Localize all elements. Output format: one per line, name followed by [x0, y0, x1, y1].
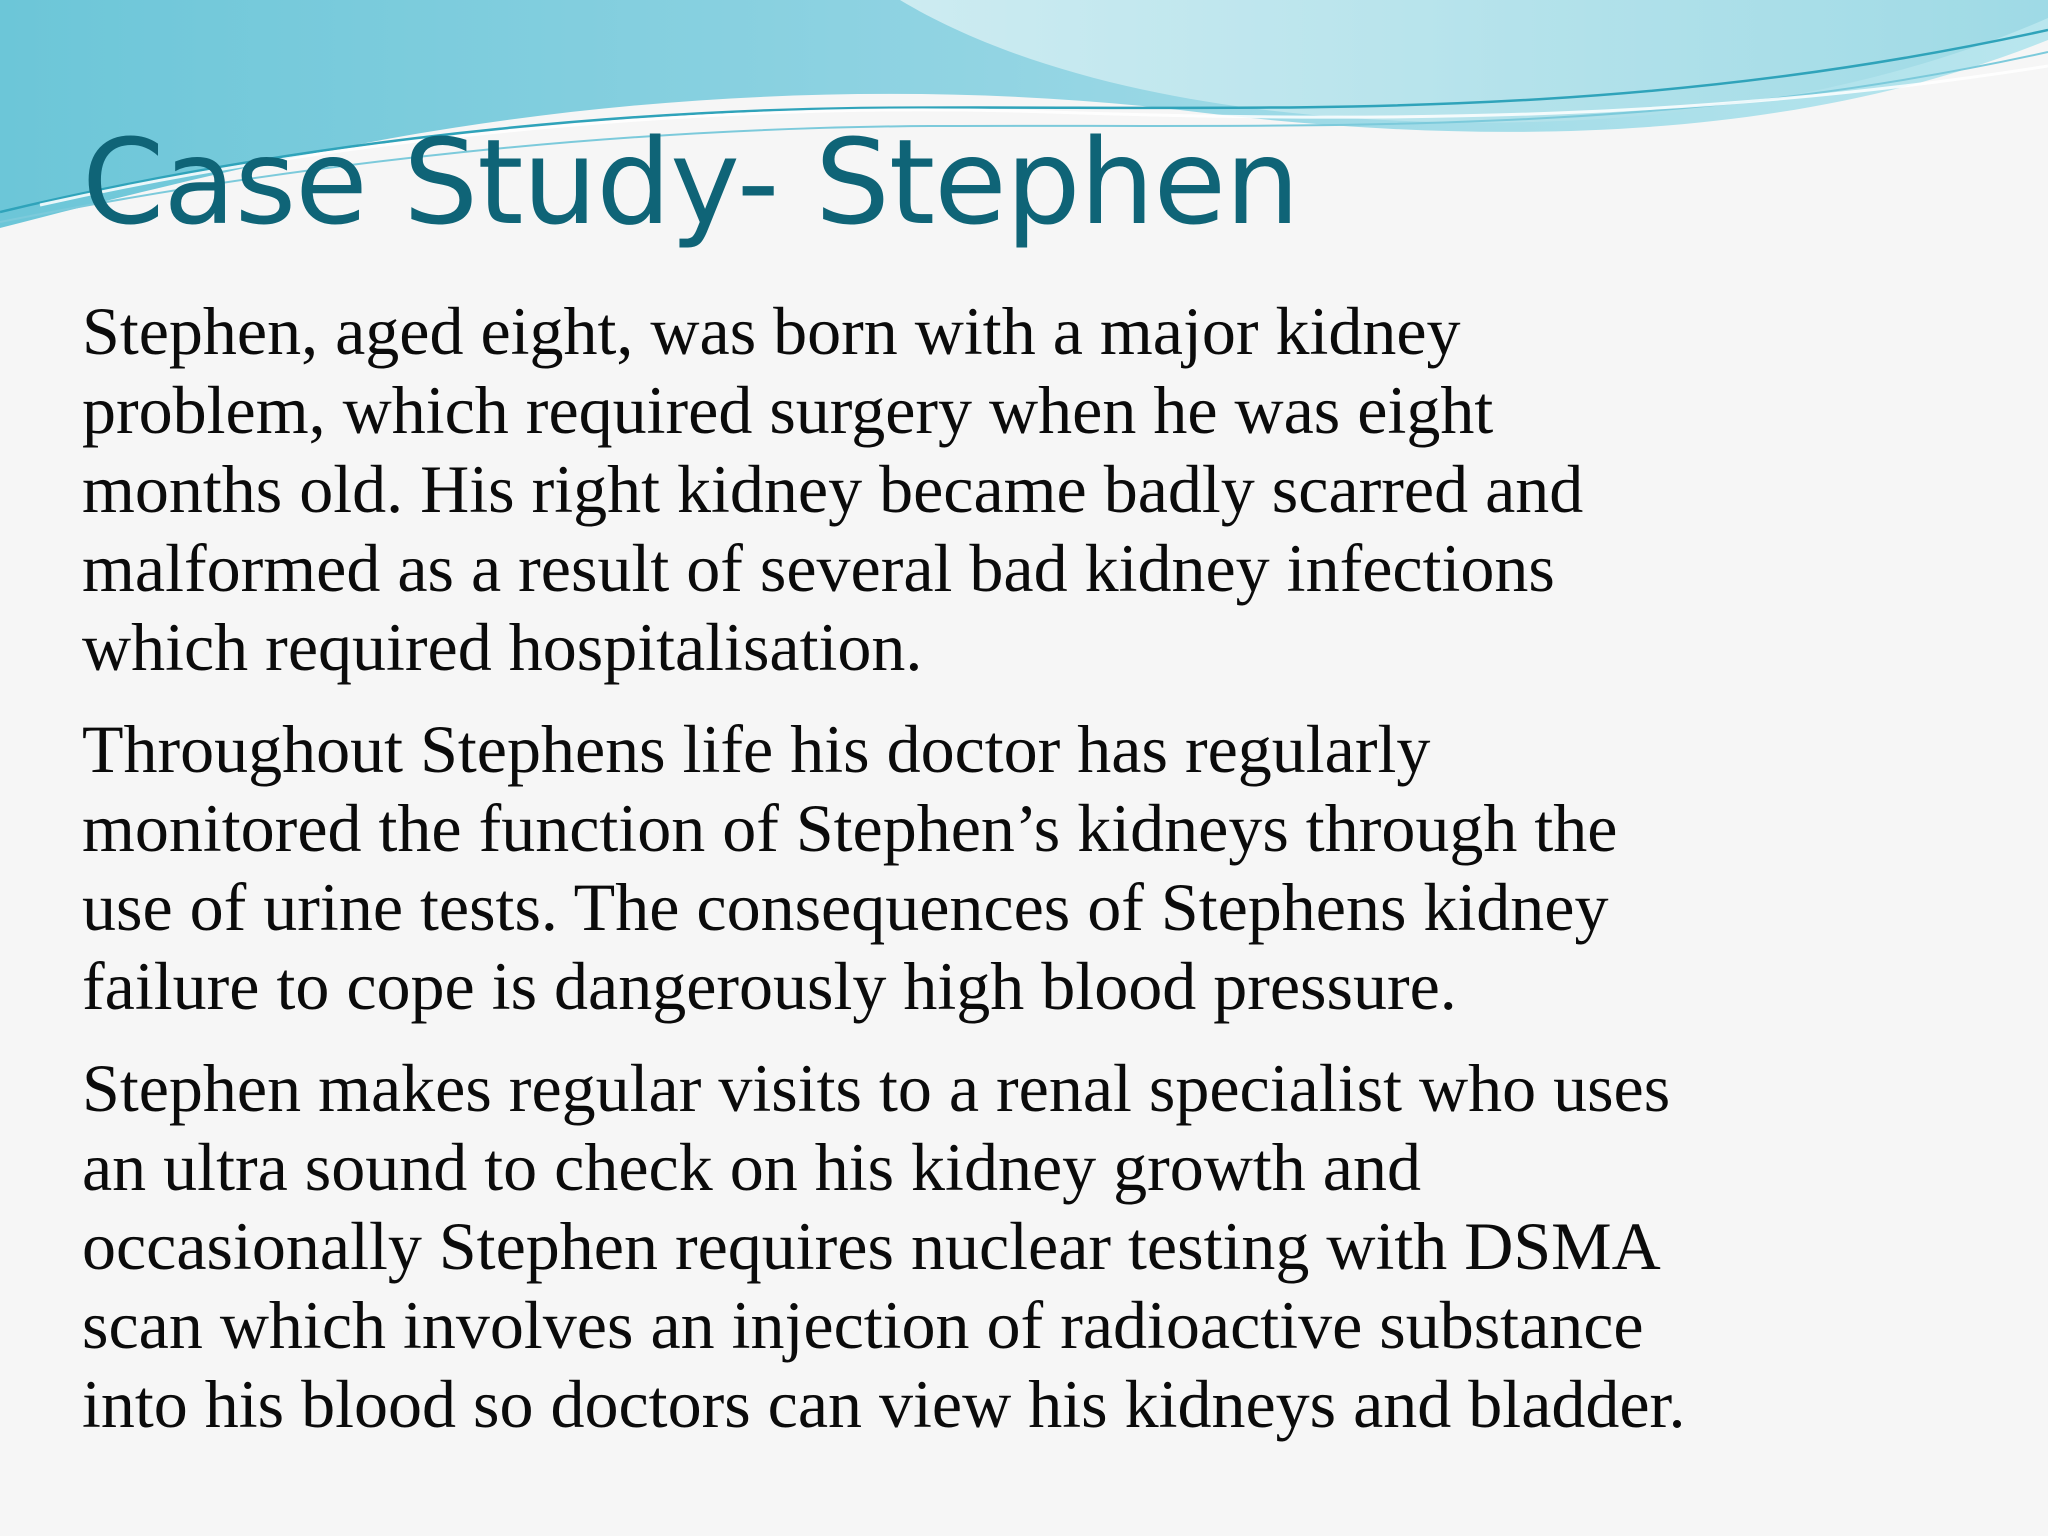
text-line: months old. His right kidney became badly scarred and: [82, 451, 1584, 527]
paragraph-2: [82, 710, 1982, 1026]
text-line: Stephen makes regular visits to a renal specialist who uses: [82, 1050, 1671, 1126]
paragraph-1: [82, 292, 1982, 687]
slide-title: Case Study- Stephen: [82, 113, 1299, 251]
wave-band-light: [900, 0, 2048, 123]
text-line: problem, which required surgery when he was eight: [82, 372, 1494, 448]
paragraph-3: [82, 1049, 1982, 1444]
text-line: which required hospitalisation.: [82, 609, 923, 685]
text-line: occasionally Stephen requires nuclear testing with DSMA: [82, 1208, 1661, 1284]
text-line: failure to cope is dangerously high blood pressure.: [82, 948, 1457, 1024]
text-line: monitored the function of Stephen’s kidneys through the: [82, 790, 1618, 866]
text-line: an ultra sound to check on his kidney growth and: [82, 1129, 1421, 1205]
text-line: use of urine tests. The consequences of Stephens kidney: [82, 869, 1609, 945]
slide-body: [82, 292, 1982, 1444]
text-line: malformed as a result of several bad kidney infections: [82, 530, 1555, 606]
text-line: into his blood so doctors can view his kidneys and bladder.: [82, 1366, 1686, 1442]
text-line: Throughout Stephens life his doctor has regularly: [82, 711, 1431, 787]
text-line: Stephen, aged eight, was born with a major kidney: [82, 293, 1461, 369]
text-line: scan which involves an injection of radioactive substance: [82, 1287, 1644, 1363]
